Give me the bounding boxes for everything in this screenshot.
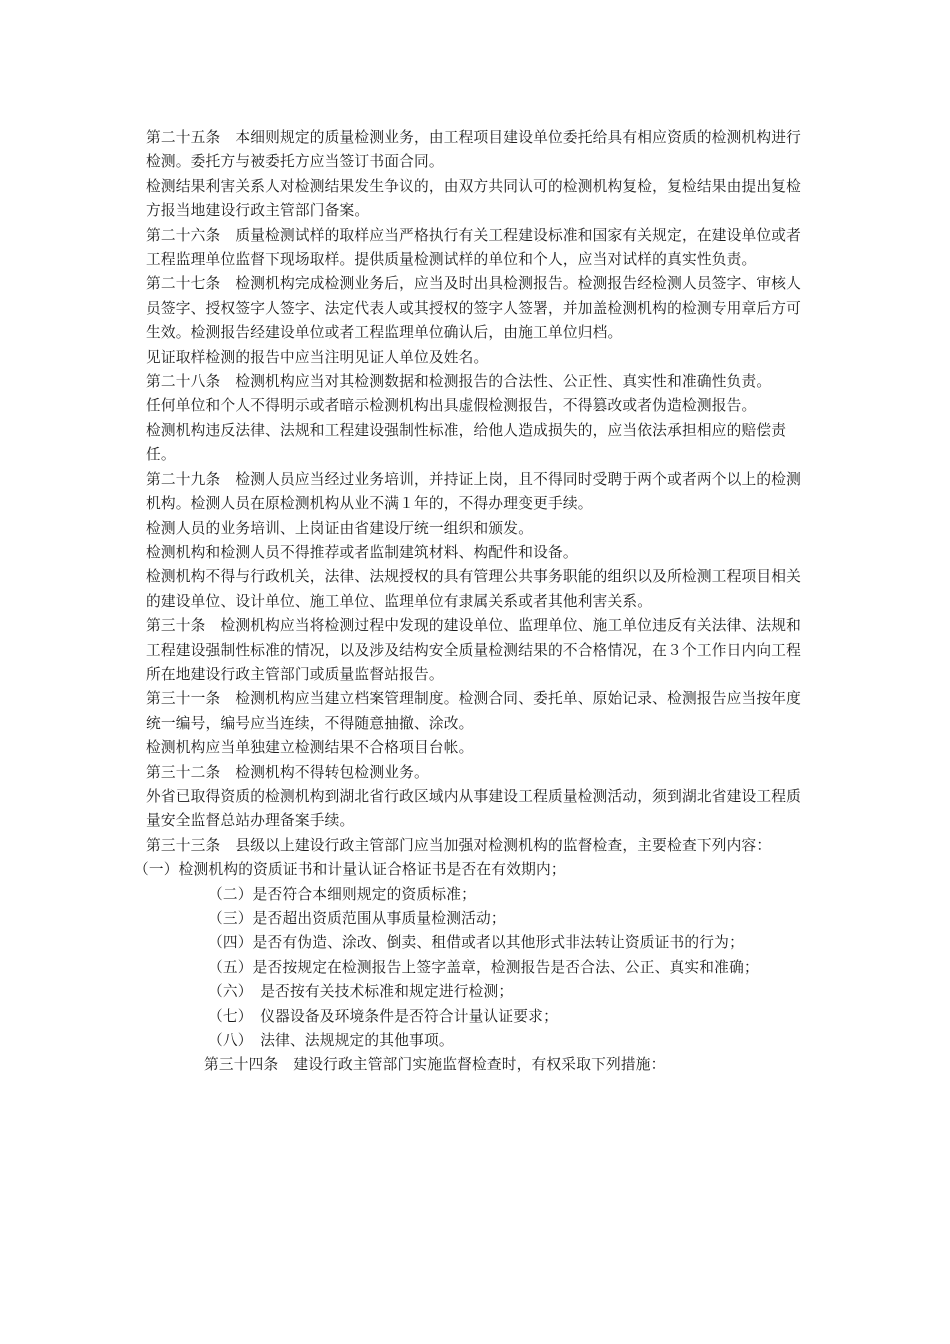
paragraph: 检测结果利害关系人对检测结果发生争议的，由双方共同认可的检测机构复检，复检结果由提出复检方报当地建设行政主管部门备案。	[146, 177, 802, 220]
paragraph-article-31: 第三十一条 检测机构应当建立档案管理制度。检测合同、委托单、原始记录、检测报告应当按年度统一编号，编号应当连续，不得随意抽撤、涂改。	[146, 690, 802, 732]
list-item-8: （八） 法律、法规规定的其他事项。	[208, 1032, 454, 1050]
paragraph: 任何单位和个人不得明示或者暗示检测机构出具虚假检测报告，不得篡改或者伪造检测报告。	[146, 397, 757, 415]
paragraph: 检测机构违反法律、法规和工程建设强制性标准，给他人造成损失的，应当依法承担相应的赔偿责任。	[146, 421, 787, 464]
paragraph-article-28: 第二十八条 检测机构应当对其检测数据和检测报告的合法性、公正性、真实性和准确性负责。	[146, 373, 772, 391]
list-item-2: （二）是否符合本细则规定的资质标准；	[208, 885, 476, 903]
paragraph-article-34: 第三十四条 建设行政主管部门实施监督检查时，有权采取下列措施：	[204, 1056, 666, 1074]
paragraph: 检测机构不得与行政机关，法律、法规授权的具有管理公共事务职能的组织以及所检测工程项目相关的建设单位、设计单位、施工单位、监理单位有隶属关系或者其他利害关系。	[146, 568, 802, 610]
paragraph-article-32: 第三十二条 检测机构不得转包检测业务。	[146, 763, 429, 781]
list-item-4: （四）是否有伪造、涂改、倒卖、租借或者以其他形式非法转让资质证书的行为；	[208, 934, 744, 952]
list-item-6: （六） 是否按有关技术标准和规定进行检测；	[208, 983, 514, 1001]
paragraph: 见证取样检测的报告中应当注明见证人单位及姓名。	[146, 348, 489, 366]
paragraph-article-29: 第二十九条 检测人员应当经过业务培训，并持证上岗，且不得同时受聘于两个或者两个以上的检测机构。检测人员在原检测机构从业不满１年的，不得办理变更手续。	[146, 470, 802, 513]
paragraph: 检测机构和检测人员不得推荐或者监制建筑材料、构配件和设备。	[146, 543, 578, 561]
document-body	[134, 126, 806, 1078]
paragraph-article-33: 第三十三条 县级以上建设行政主管部门应当加强对检测机构的监督检查，主要检查下列内容：	[146, 836, 772, 854]
list-item-7: （七） 仪器设备及环境条件是否符合计量认证要求；	[208, 1007, 558, 1025]
list-item-3: （三）是否超出资质范围从事质量检测活动；	[208, 910, 506, 927]
paragraph: 检测人员的业务培训、上岗证由省建设厅统一组织和颁发。	[146, 519, 534, 537]
paragraph-article-30: 第三十条 检测机构应当将检测过程中发现的建设单位、监理单位、施工单位违反有关法律、法规和工程建设强制性标准的情况，以及涉及结构安全质量检测结果的不合格情况，在３个工作日内向工程所在地建设行政主管部门或质量监督站报告。	[146, 617, 802, 683]
list-item-1: （一）检测机构的资质证书和计量认证合格证书是否在有效期内；	[134, 861, 566, 879]
paragraph-article-26: 第二十六条 质量检测试样的取样应当严格执行有关工程建设标准和国家有关规定，在建设单位或者工程监理单位监督下现场取样。提供质量检测试样的单位和个人，应当对试样的真实性负责。	[146, 226, 802, 269]
paragraph-article-25: 第二十五条 本细则规定的质量检测业务，由工程项目建设单位委托给具有相应资质的检测机构进行检测。委托方与被委托方应当签订书面合同。	[146, 129, 802, 171]
paragraph: 检测机构应当单独建立检测结果不合格项目台帐。	[146, 739, 474, 757]
list-item-5: （五）是否按规定在检测报告上签字盖章，检测报告是否合法、公正、真实和准确；	[208, 958, 759, 976]
paragraph: 外省已取得资质的检测机构到湖北省行政区域内从事建设工程质量检测活动，须到湖北省建设工程质量安全监督总站办理备案手续。	[146, 787, 802, 830]
paragraph-article-27: 第二十七条 检测机构完成检测业务后，应当及时出具检测报告。检测报告经检测人员签字、审核人员签字、授权签字人签字、法定代表人或其授权的签字人签署，并加盖检测机构的检测专用章后方可生效。检测报告经建设单位或者工程监理单位确认后，由施工单位归档。	[146, 275, 802, 342]
